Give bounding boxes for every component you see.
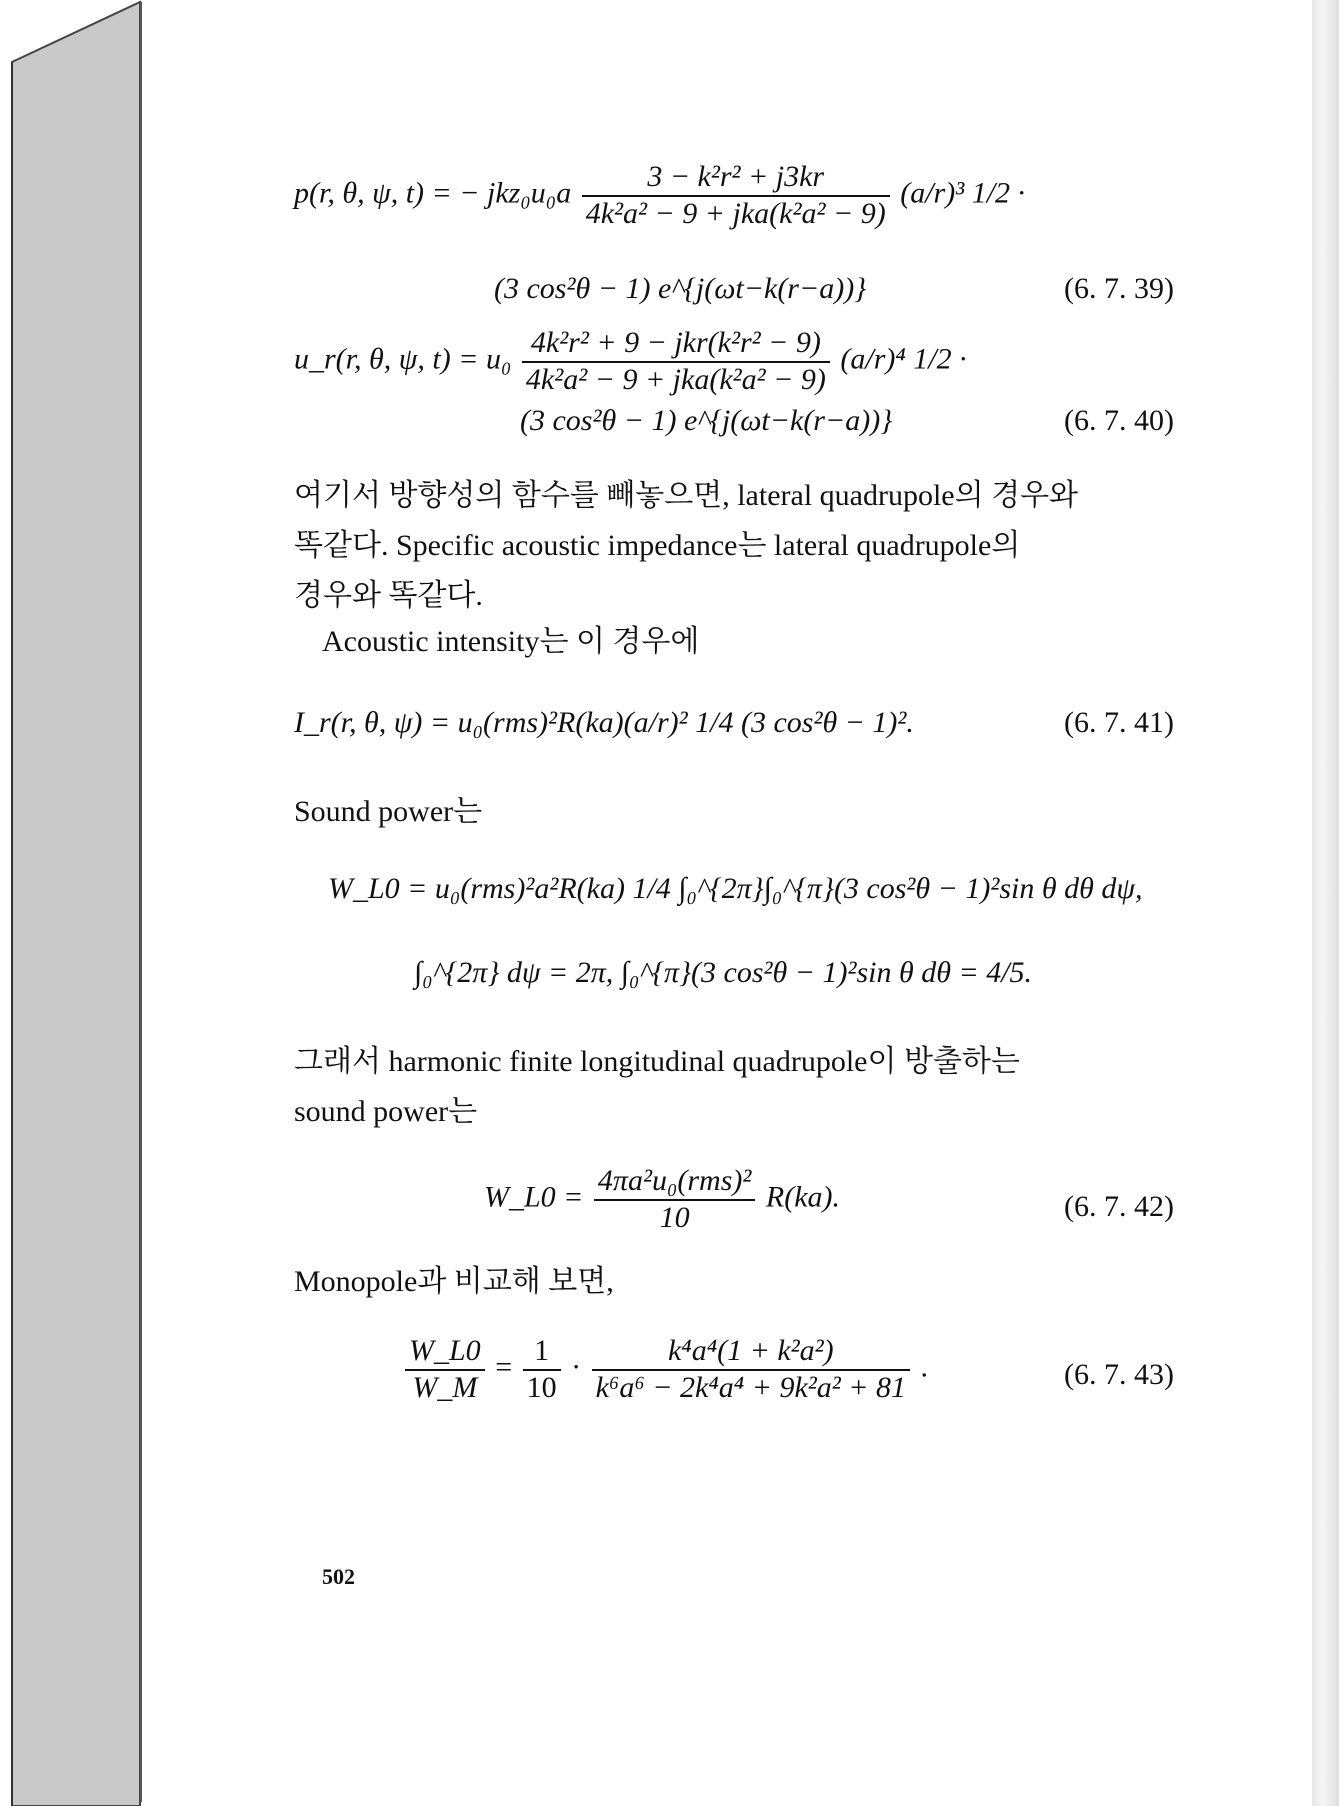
eq43-lhs-denominator: W_M bbox=[412, 1370, 478, 1404]
eq43-numerator: k⁴a⁴(1 + k²a²) bbox=[592, 1334, 910, 1371]
eq43-label: (6. 7. 43) bbox=[1064, 1358, 1174, 1391]
paragraph-1-line-1: 여기서 방향성의 함수를 빼놓으면, lateral quadrupole의 경우와 bbox=[294, 479, 1079, 512]
eq43-lhs-numerator: W_L0 bbox=[405, 1334, 485, 1371]
paragraph-4-line-1: 그래서 harmonic finite longitudinal quadrupole이 방출하는 bbox=[294, 1045, 1020, 1078]
eq43-period: . bbox=[920, 1350, 928, 1384]
eq43-denominator: k⁶a⁶ − 2k⁴a⁴ + 9k²a² + 81 bbox=[595, 1370, 906, 1404]
eq39-denominator: 4k²a² − 9 + jka(k²a² − 9) bbox=[585, 196, 886, 230]
equation-power-integral-line2: ∫₀^{2π} dψ = 2π, ∫₀^{π}(3 cos²θ − 1)²sin θ dθ = 4/5. bbox=[414, 956, 1033, 989]
eq43-coef-denominator: 10 bbox=[526, 1370, 557, 1404]
paragraph-2: Acoustic intensity는 이 경우에 bbox=[322, 625, 700, 658]
eq40-line2: (3 cos²θ − 1) e^{j(ωt−k(r−a))} bbox=[520, 404, 893, 437]
eq39-tail: (a/r)³ 1/2 · bbox=[900, 176, 1026, 210]
eq43-coef-fraction bbox=[523, 1334, 561, 1405]
paragraph-1-line-3: 경우와 똑같다. bbox=[294, 579, 483, 612]
eq42-fraction bbox=[594, 1164, 755, 1235]
page-content bbox=[294, 0, 1174, 1806]
eq42-numerator: 4πa²u₀(rms)² bbox=[594, 1164, 755, 1201]
eq43-equals: = bbox=[495, 1350, 513, 1384]
eq40-label: (6. 7. 40) bbox=[1064, 404, 1174, 437]
paragraph-1-line-2: 똑같다. Specific acoustic impedance는 lateral quadrupole의 bbox=[294, 529, 1021, 562]
paragraph-4-line-2: sound power는 bbox=[294, 1095, 478, 1128]
eq42-rhs: R(ka). bbox=[765, 1180, 840, 1214]
eq42-label: (6. 7. 42) bbox=[1064, 1190, 1174, 1223]
eq43-coef-numerator: 1 bbox=[523, 1334, 561, 1371]
equation-6-7-42 bbox=[484, 1164, 1174, 1235]
equation-6-7-43 bbox=[402, 1334, 1174, 1405]
eq41-text: I_r(r, θ, ψ) = u₀(rms)²R(ka)(a/r)² 1/4 (3 cos²θ − 1)². bbox=[294, 706, 914, 739]
equation-6-7-40-line1 bbox=[294, 326, 967, 397]
eq41-label: (6. 7. 41) bbox=[1064, 706, 1174, 739]
page-edge-shadow bbox=[1312, 0, 1339, 1806]
equation-6-7-41 bbox=[294, 706, 1174, 740]
eq40-tail: (a/r)⁴ 1/2 · bbox=[840, 342, 967, 376]
eq39-numerator: 3 − k²r² + j3kr bbox=[582, 160, 890, 197]
eq43-fraction bbox=[592, 1334, 910, 1405]
equation-6-7-40-line2 bbox=[520, 404, 1174, 438]
eq40-numerator: 4k²r² + 9 − jkr(k²r² − 9) bbox=[522, 326, 830, 363]
eq40-denominator: 4k²a² − 9 + jka(k²a² − 9) bbox=[525, 362, 826, 396]
eq43-dot: · bbox=[571, 1350, 582, 1384]
eq40-lhs: u_r(r, θ, ψ, t) = u₀ bbox=[294, 342, 512, 376]
eq42-denominator: 10 bbox=[659, 1200, 690, 1234]
eq39-line2: (3 cos²θ − 1) e^{j(ωt−k(r−a))} bbox=[494, 272, 867, 305]
eq39-label: (6. 7. 39) bbox=[1064, 272, 1174, 305]
eq39-lhs: p(r, θ, ψ, t) = − jkz₀u₀a bbox=[294, 176, 572, 210]
equation-6-7-39-line1 bbox=[294, 160, 1025, 231]
equation-6-7-39-line2 bbox=[494, 272, 1174, 306]
equation-power-integral-line1: W_L0 = u₀(rms)²a²R(ka) 1/4 ∫₀^{2π}∫₀^{π}(3 cos²θ − 1)²sin θ dθ dψ, bbox=[328, 872, 1143, 905]
paragraph-5: Monopole과 비교해 보면, bbox=[294, 1265, 614, 1298]
page-number: 502 bbox=[322, 1564, 355, 1589]
paragraph-3: Sound power는 bbox=[294, 795, 483, 828]
eq40-fraction bbox=[522, 326, 830, 397]
eq39-fraction bbox=[582, 160, 890, 231]
eq43-lhs-fraction bbox=[405, 1334, 485, 1405]
eq42-lhs: W_L0 = bbox=[484, 1180, 584, 1214]
